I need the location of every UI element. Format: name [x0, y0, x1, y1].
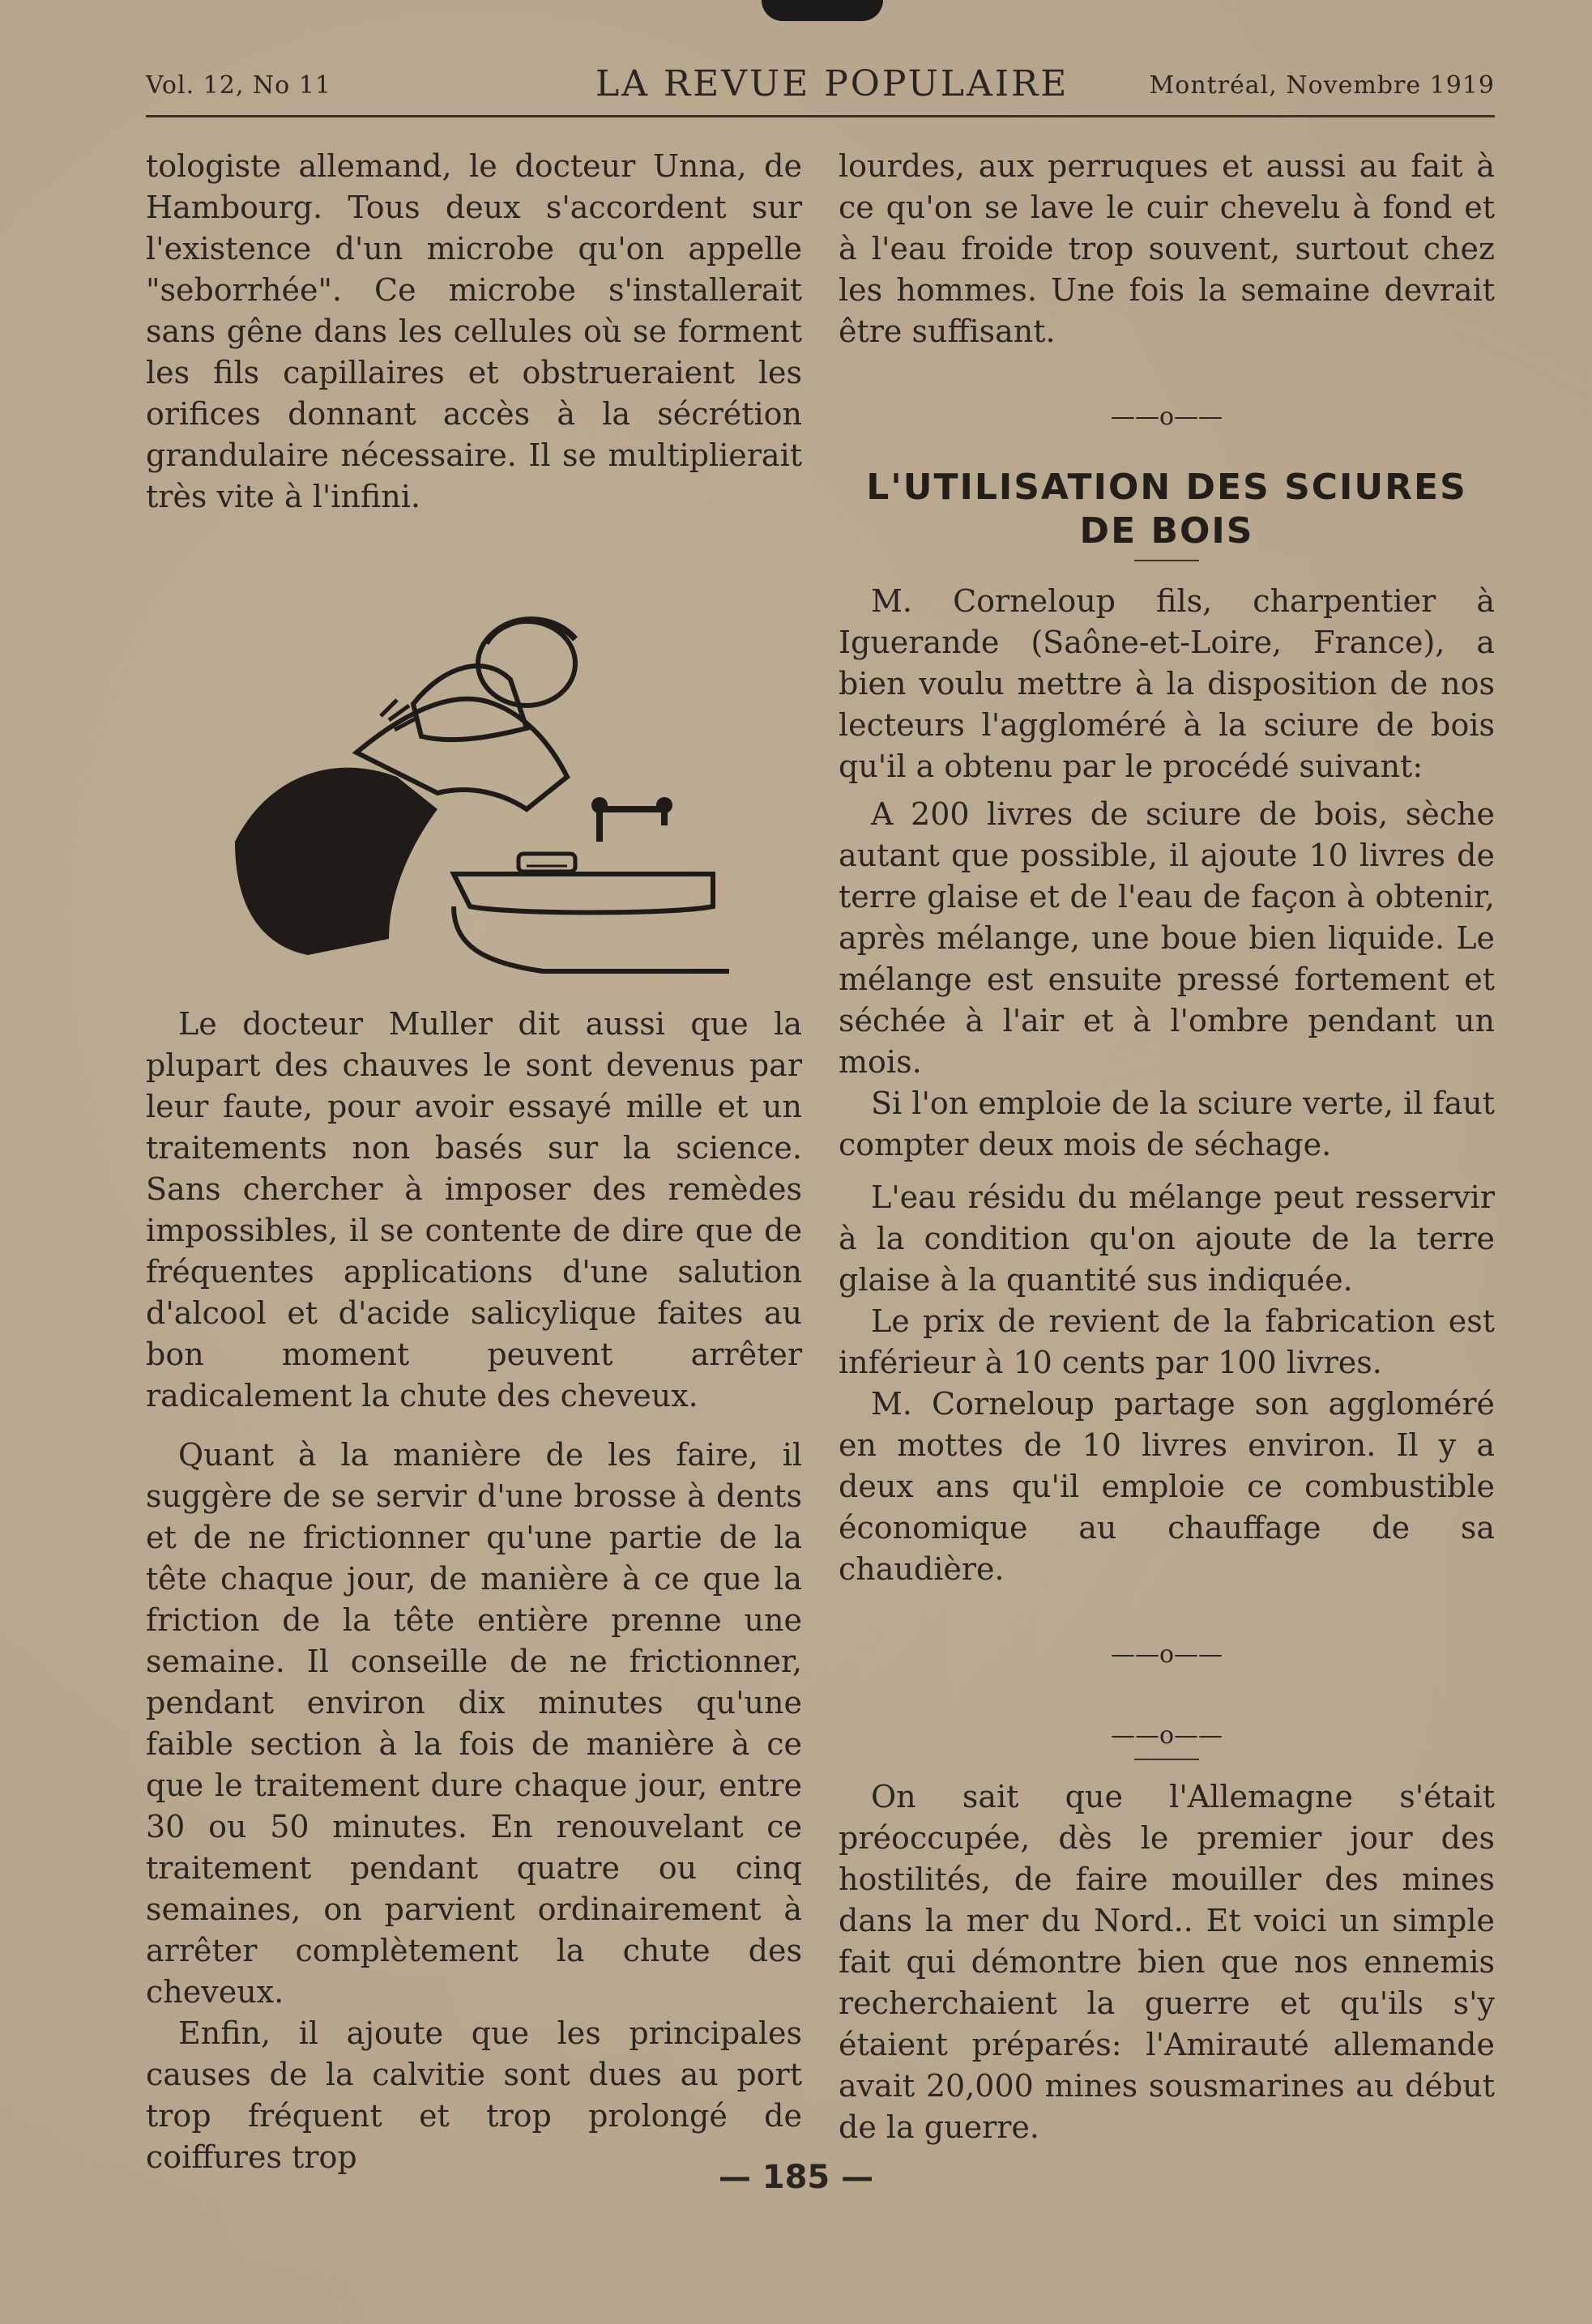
- paragraph: On sait que l'Allemagne s'était préoccupée, dès le premier jour des hostilités, de faire mouiller des mines dans la mer du Nord.. Et voici un simple fait qui démontre bien que nos ennemis recherchaient la guerre et qu'ils s'y étaient préparés: l'Amirauté allemande avait 20,000 mines sousmarines au début de la guerre.: [839, 1779, 1495, 2145]
- paragraph: A 200 livres de sciure de bois, sèche autant que possible, il ajoute 10 livres de terre glaise et de l'eau de façon à obtenir, après mélange, une boue bien liquide. Le mélange est ensuite pressé fortement et séchée à l'air et à l'ombre pendant un mois.: [839, 796, 1495, 1080]
- separator: ——o——: [1110, 1721, 1223, 1750]
- left-column: [146, 146, 802, 2178]
- paragraph: Le docteur Muller dit aussi que la plupart des chauves le sont devenus par leur faute, pour avoir essayé mille et un traitements non basés sur la science. Sans chercher à imposer des remèdes impossibles, il se contente de dire que de fréquentes applications d'une salution d'alcool et d'acide salicylique faites au bon moment peuvent arrêter radicalement la chute des cheveux.: [146, 1006, 802, 1414]
- paragraph: Si l'on emploie de la sciure verte, il faut compter deux mois de séchage.: [839, 1085, 1495, 1162]
- publication-title: LA REVUE POPULAIRE: [595, 63, 1069, 104]
- illustration-man-washing-head: [146, 566, 802, 987]
- heading-rule: [1134, 560, 1199, 561]
- paragraph: Enfin, il ajoute que les principales causes de la calvitie sont dues au port trop fréquent et trop prolongé de coiffures trop: [146, 2015, 802, 2175]
- paragraph: Quant à la manière de les faire, il suggère de se servir d'une brosse à dents et de ne frictionner qu'une partie de la tête chaque jour, de manière à ce que la friction de la tête entière prenne une semaine. Il conseille de ne frictionner, pendant environ dix minutes qu'une faible section à la fois de manière à ce que le traitement dure chaque jour, entre 30 ou 50 minutes. En renouvelant ce traitement pendant quatre ou cinq semaines, on parvient ordinairement à arrêter complètement la chute des cheveux.: [146, 1437, 802, 2010]
- volume-label: Vol. 12, No 11: [146, 71, 331, 100]
- article-heading: L'UTILISATION DES SCIURES DE BOIS: [866, 467, 1467, 552]
- page-header: [146, 63, 1495, 112]
- dateline: Montréal, Novembre 1919: [1149, 71, 1495, 100]
- right-column: [839, 146, 1495, 2148]
- separator: ——o——: [1110, 403, 1223, 431]
- header-rule: [146, 115, 1495, 117]
- ink-blot: [762, 0, 883, 21]
- paragraph: Le prix de revient de la fabrication est inférieur à 10 cents par 100 livres.: [839, 1303, 1495, 1380]
- paragraph: M. Corneloup partage son aggloméré en mottes de 10 livres environ. Il y a deux ans qu'il emploie ce combustible économique au chauffage de sa chaudière.: [839, 1386, 1495, 1587]
- separator: ——o——: [1110, 1640, 1223, 1669]
- paragraph: M. Corneloup fils, charpentier à Iguerande (Saône-et-Loire, France), a bien voulu mettre à la disposition de nos lecteurs l'aggloméré à la sciure de bois qu'il a obtenu par le procédé suivant:: [839, 583, 1495, 784]
- paragraph: tologiste allemand, le docteur Unna, de Hambourg. Tous deux s'accordent sur l'existence d'un microbe qu'on appelle "seborrhée". Ce microbe s'installerait sans gêne dans les cellules où se forment les fils capillaires et obstrueraient les orifices donnant accès à la sécrétion grandulaire nécessaire. Il se multiplierait très vite à l'infini.: [146, 148, 802, 514]
- illustration-svg: [146, 566, 802, 987]
- paragraph: L'eau résidu du mélange peut resservir à la condition qu'on ajoute de la terre glaise à la quantité sus indiquée.: [839, 1179, 1495, 1298]
- paragraph: lourdes, aux perruques et aussi au fait à ce qu'on se lave le cuir chevelu à fond et à l'eau froide trop souvent, surtout chez les hommes. Une fois la semaine devrait être suffisant.: [839, 148, 1495, 349]
- separator-rule: [1134, 1759, 1199, 1760]
- page-number: — 185 —: [718, 2159, 874, 2196]
